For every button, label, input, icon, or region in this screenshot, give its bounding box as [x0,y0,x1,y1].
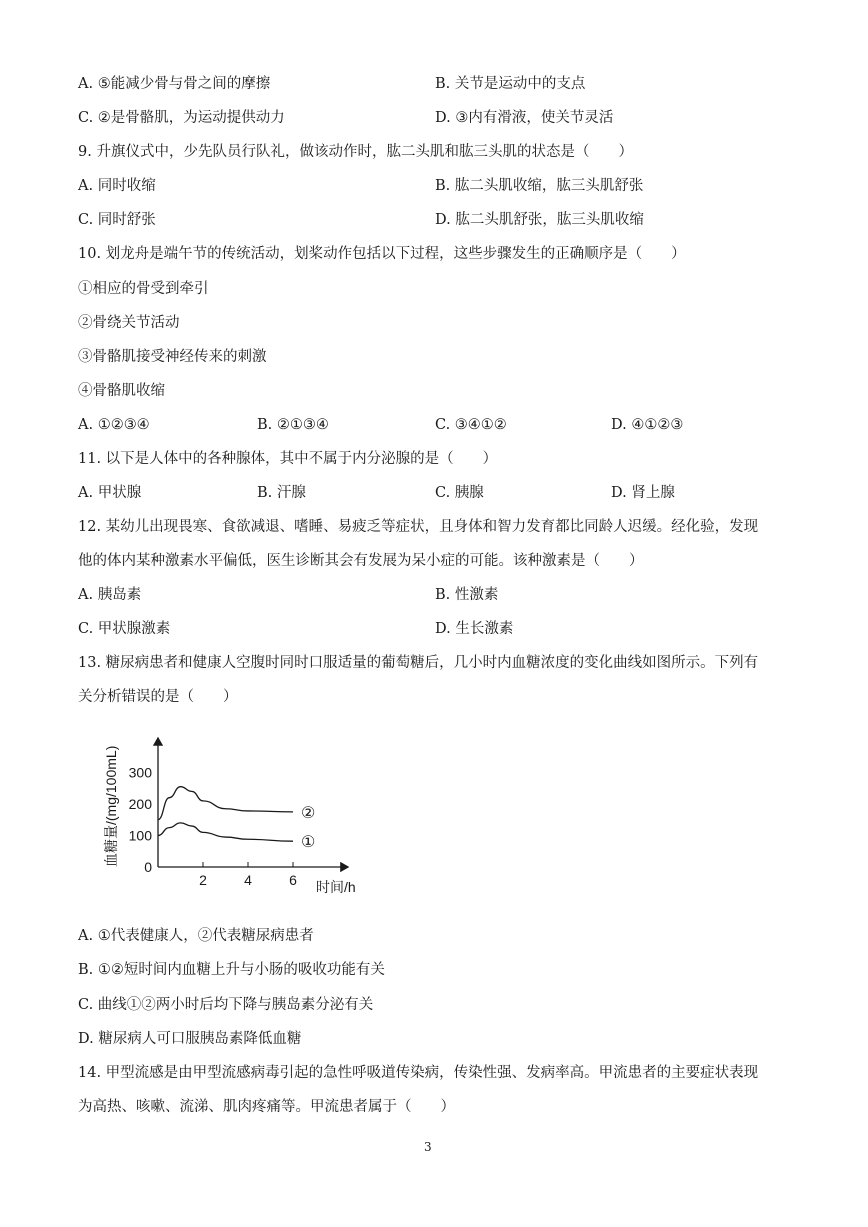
q11-option-b: B. 汗腺 [257,485,306,501]
q9-option-a: A. 同时收缩 [78,178,156,194]
x-axis-label: 时间/h [316,879,356,895]
blood-glucose-chart [96,732,396,900]
y-tick-label: 0 [144,859,152,875]
q12-stem-line2: 他的体内某种激素水平偏低，医生诊断其会有发展为呆小症的可能。该种激素是（ ） [78,553,644,569]
q12-option-c: C. 甲状腺激素 [78,621,171,637]
q10-step-4: ④骨骼肌收缩 [78,383,165,399]
series-label-2: ② [301,804,316,822]
q9-option-d: D. 肱二头肌舒张，肱三头肌收缩 [435,212,644,228]
q10-step-3: ③骨骼肌接受神经传来的刺激 [78,349,267,365]
q8-option-b: B. 关节是运动中的支点 [435,76,586,92]
q13-option-d: D. 糖尿病人可口服胰岛素降低血糖 [78,1031,302,1047]
q8-option-d: D. ③内有滑液，使关节灵活 [435,110,614,126]
q9-option-b: B. 肱二头肌收缩，肱三头肌舒张 [435,178,644,194]
q10-option-d: D. ④①②③ [611,417,684,433]
q14-stem-line2: 为高热、咳嗽、流涕、肌肉疼痛等。甲流患者属于（ ） [78,1099,455,1115]
q11-option-c: C. 胰腺 [435,485,484,501]
q8-option-a: A. ⑤能减少骨与骨之间的摩擦 [78,76,271,92]
q10-step-1: ①相应的骨受到牵引 [78,281,209,297]
x-tick-label: 6 [289,872,297,888]
q12-option-b: B. 性激素 [435,587,499,603]
q14-stem-line1: 14. 甲型流感是由甲型流感病毒引起的急性呼吸道传染病，传染性强、发病率高。甲流患者的主要症状表现 [78,1065,759,1081]
series-line-1 [158,823,293,841]
series-line-2 [158,787,293,820]
q10-step-2: ②骨绕关节活动 [78,315,180,331]
y-tick-label: 300 [128,764,152,781]
q13-stem-line2: 关分析错误的是（ ） [78,689,238,705]
q9-stem: 9. 升旗仪式中，少先队员行队礼，做该动作时，肱二头肌和肱三头肌的状态是（ ） [78,144,633,160]
q12-option-a: A. 胰岛素 [78,587,142,603]
q8-option-c: C. ②是骨骼肌，为运动提供动力 [78,110,285,126]
q13-stem-line1: 13. 糖尿病患者和健康人空腹时同时口服适量的葡萄糖后，几小时内血糖浓度的变化曲线如图所示。下列有 [78,655,759,671]
q11-option-d: D. 肾上腺 [611,485,675,501]
q13-option-c: C. 曲线①②两小时后均下降与胰岛素分泌有关 [78,997,374,1013]
y-tick-label: 200 [128,796,152,812]
q10-stem: 10. 划龙舟是端午节的传统活动，划桨动作包括以下过程，这些步骤发生的正确顺序是（ ） [78,246,686,262]
series-label-1: ① [301,834,316,852]
page-number: 3 [424,1140,432,1154]
q12-option-d: D. 生长激素 [435,621,514,637]
q10-option-a: A. ①②③④ [78,417,150,433]
x-tick-label: 2 [199,872,207,888]
q13-option-b: B. ①②短时间内血糖上升与小肠的吸收功能有关 [78,962,385,978]
q11-stem: 11. 以下是人体中的各种腺体，其中不属于内分泌腺的是（ ） [78,451,498,467]
q11-option-a: A. 甲状腺 [78,485,142,501]
q10-option-b: B. ②①③④ [257,417,329,433]
q12-stem-line1: 12. 某幼儿出现畏寒、食欲减退、嗜睡、易疲乏等症状，且身体和智力发育都比同龄人迟缓。经化验，发现 [78,519,759,535]
q9-option-c: C. 同时舒张 [78,212,156,228]
q10-option-c: C. ③④①② [435,417,507,433]
y-tick-label: 100 [128,827,152,844]
q13-option-a: A. ①代表健康人，②代表糖尿病患者 [78,928,314,944]
x-tick-label: 4 [244,872,252,888]
y-axis-label: 血糖量/(mg/100mL) [103,745,119,867]
